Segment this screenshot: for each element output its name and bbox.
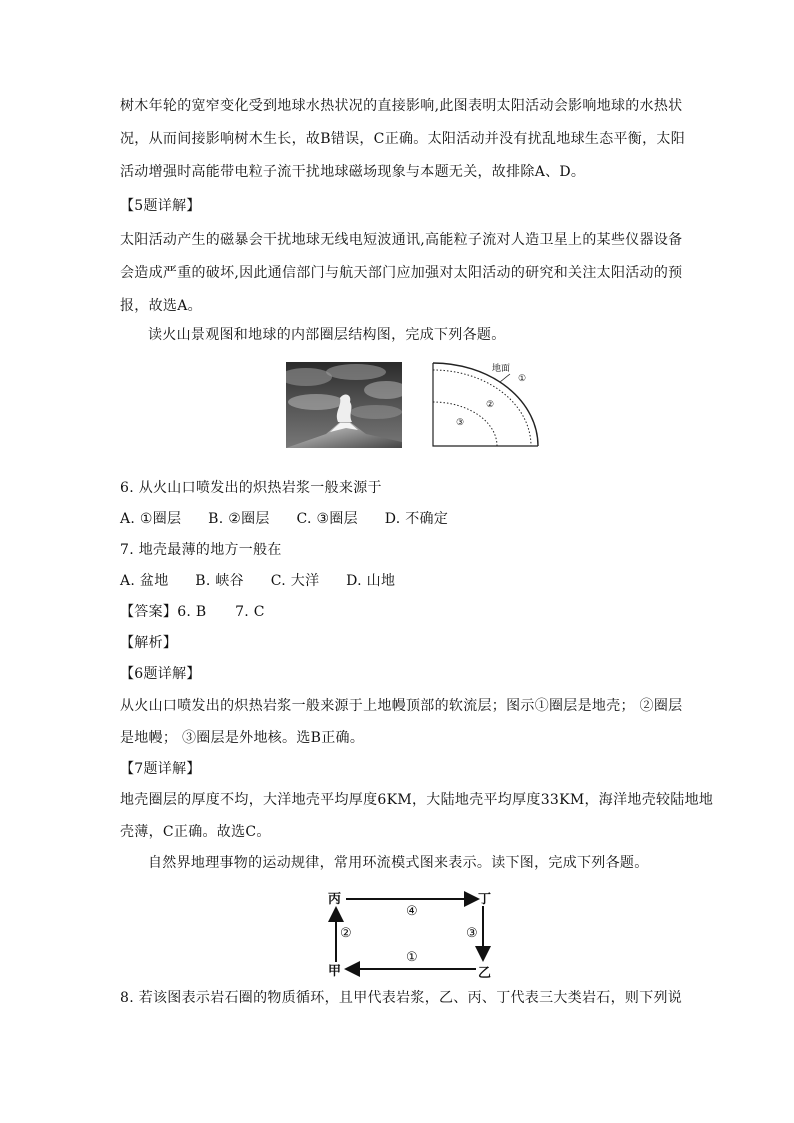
question-intro: 读火山景观图和地球的内部圈层结构图，完成下列各题。 — [148, 327, 506, 343]
option: B. ②圈层 — [208, 511, 270, 527]
section-heading: 【6题详解】 — [120, 666, 201, 682]
option: B. 峡谷 — [195, 573, 244, 589]
option: A. ①圈层 — [120, 511, 182, 527]
edge-label: ③ — [466, 926, 478, 941]
earth-layers-diagram — [430, 360, 542, 450]
text-line: 壳薄，C正确。故选C。 — [120, 824, 271, 840]
volcano-photo — [286, 362, 402, 448]
circulation-diagram — [326, 886, 496, 981]
corner-label: 丁 — [478, 892, 492, 907]
text-line: 况，从而间接影响树木生长，故B错误，C正确。太阳活动并没有扰乱地球生态平衡，太阳 — [120, 131, 685, 147]
answer-line: 【答案】6. B 7. C — [120, 604, 265, 620]
surface-label: 地面 — [492, 364, 511, 374]
option: D. 不确定 — [384, 511, 449, 527]
edge-label: ② — [340, 926, 352, 941]
layer-label: ③ — [456, 418, 465, 428]
layer-label: ② — [486, 400, 495, 410]
text-line: 从火山口喷发出的炽热岩浆一般来源于上地幔顶部的软流层；图示①圈层是地壳； ②圈层 — [120, 698, 683, 714]
text-line: 活动增强时高能带电粒子流干扰地球磁场现象与本题无关，故排除A、D。 — [120, 164, 586, 180]
section-heading: 【5题详解】 — [120, 198, 201, 214]
question-intro: 自然界地理事物的运动规律，常用环流模式图来表示。读下图，完成下列各题。 — [148, 855, 649, 871]
option: C. 大洋 — [270, 573, 320, 589]
option: D. 山地 — [346, 573, 396, 589]
question-6-stem: 6. 从火山口喷发出的炽热岩浆一般来源于 — [120, 480, 382, 496]
layer-label: ① — [518, 374, 527, 384]
text-line: 地壳圈层的厚度不均，大洋地壳平均厚度6KM，大陆地壳平均厚度33KM，海洋地壳较陆地地 — [120, 792, 714, 808]
corner-label: 乙 — [478, 966, 492, 981]
option: A. 盆地 — [120, 573, 169, 589]
question-6-options — [120, 509, 680, 529]
section-heading: 【7题详解】 — [120, 761, 201, 777]
text-line: 太阳活动产生的磁暴会干扰地球无线电短波通讯,高能粒子流对人造卫星上的某些仪器设备 — [120, 232, 683, 248]
question-7-options — [120, 571, 680, 591]
question-8-stem: 8. 若该图表示岩石圈的物质循环，且甲代表岩浆，乙、丙、丁代表三大类岩石，则下列说 — [120, 990, 683, 1006]
edge-label: ④ — [406, 904, 418, 919]
corner-label: 甲 — [328, 964, 342, 979]
text-line: 报，故选A。 — [120, 298, 202, 314]
text-line: 树木年轮的宽窄变化受到地球水热状况的直接影响,此图表明太阳活动会影响地球的水热状 — [120, 98, 683, 114]
question-7-stem: 7. 地壳最薄的地方一般在 — [120, 542, 282, 558]
option: C. ③圈层 — [296, 511, 358, 527]
text-line: 是地幔； ③圈层是外地核。选B正确。 — [120, 730, 365, 746]
analysis-heading: 【解析】 — [120, 635, 178, 651]
text-line: 会造成严重的破坏,因此通信部门与航天部门应加强对太阳活动的研究和关注太阳活动的预 — [120, 265, 683, 281]
edge-label: ① — [406, 950, 418, 965]
corner-label: 丙 — [328, 892, 342, 907]
